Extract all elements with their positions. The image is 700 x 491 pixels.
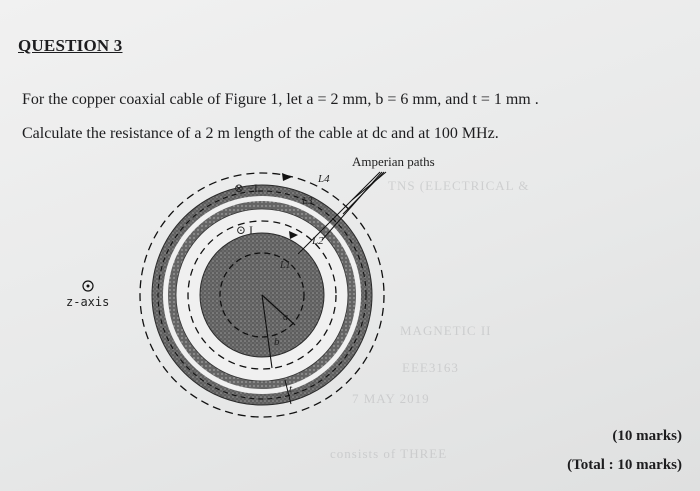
leader-line [352, 172, 386, 200]
inner-current-label: ⊙ I [236, 223, 254, 237]
label-L3: L3 [302, 196, 313, 207]
background-text: EEE3163 [402, 360, 459, 375]
label-t: t [289, 383, 293, 395]
label-b: b [274, 336, 280, 348]
label-L2: L2 [312, 235, 324, 247]
question-text-line-2: Calculate the resistance of a 2 m length of the cable at dc and at 100 MHz. [22, 125, 499, 142]
background-text: 7 MAY 2019 [352, 391, 430, 406]
z-axis-dot-icon [87, 285, 90, 288]
outer-current-label: ⊗ −I [234, 181, 258, 195]
label-L1: L1 [280, 260, 291, 271]
question-heading: QUESTION 3 [18, 36, 123, 55]
z-axis-label: z-axis [66, 295, 110, 309]
arrow-icon [282, 173, 292, 181]
question-text-line-1: For the copper coaxial cable of Figure 1, let a = 2 mm, b = 6 mm, and t = 1 mm . [22, 91, 539, 108]
background-text: consists of THREE [330, 446, 448, 461]
amperian-paths-label: Amperian paths [352, 154, 435, 169]
label-L4: L4 [318, 173, 330, 185]
background-text: TNS (ELECTRICAL & [388, 178, 530, 193]
total-marks-label: (Total : 10 marks) [567, 457, 682, 473]
marks-label: (10 marks) [612, 428, 682, 444]
label-a: a [283, 312, 288, 323]
background-text: MAGNETIC II [400, 323, 492, 338]
